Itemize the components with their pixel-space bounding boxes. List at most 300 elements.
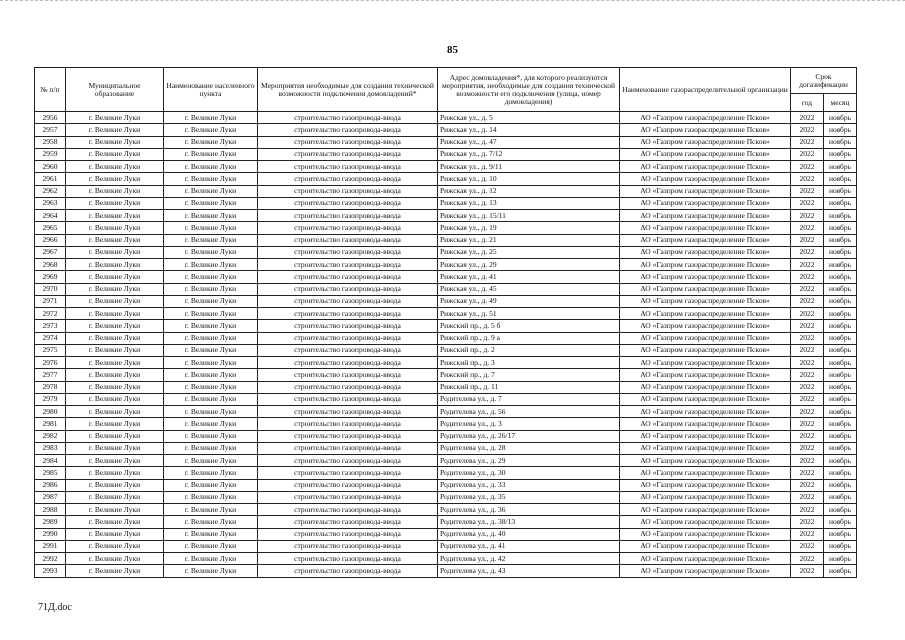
cell-year: 2022 (791, 295, 824, 307)
cell-num: 2972 (35, 308, 66, 320)
cell-org: АО «Газпром газораспределение Псков» (620, 112, 791, 124)
cell-org: АО «Газпром газораспределение Псков» (620, 222, 791, 234)
cell-address: Родителева ул., д. 42 (438, 553, 620, 565)
cell-org: АО «Газпром газораспределение Псков» (620, 418, 791, 430)
cell-measures: строительство газопровода-ввода (258, 540, 438, 552)
cell-num: 2963 (35, 197, 66, 209)
table-row (35, 406, 857, 418)
cell-month: ноябрь (824, 393, 857, 405)
table-row (35, 344, 857, 356)
header-settlement: Наименование населенного пункта (164, 68, 258, 112)
table-row (35, 136, 857, 148)
cell-num: 2983 (35, 442, 66, 454)
cell-municipal: г. Великие Луки (66, 271, 164, 283)
cell-settlement: г. Великие Луки (164, 381, 258, 393)
cell-num: 2974 (35, 332, 66, 344)
table-row (35, 442, 857, 454)
document-filename: 71Д.doc (38, 602, 72, 613)
cell-year: 2022 (791, 479, 824, 491)
table-row (35, 210, 857, 222)
table-row (35, 295, 857, 307)
cell-address: Рижская ул., д. 14 (438, 124, 620, 136)
cell-municipal: г. Великие Луки (66, 540, 164, 552)
header-org: Наименование газораспределительной организации (620, 68, 791, 112)
cell-address: Родителева ул., д. 43 (438, 565, 620, 577)
gasification-table (34, 67, 857, 578)
cell-municipal: г. Великие Луки (66, 234, 164, 246)
cell-num: 2990 (35, 528, 66, 540)
cell-address: Родителева ул., д. 29 (438, 455, 620, 467)
cell-measures: строительство газопровода-ввода (258, 553, 438, 565)
cell-address: Рижская ул., д. 25 (438, 246, 620, 258)
cell-month: ноябрь (824, 124, 857, 136)
cell-measures: строительство газопровода-ввода (258, 393, 438, 405)
cell-org: АО «Газпром газораспределение Псков» (620, 516, 791, 528)
cell-municipal: г. Великие Луки (66, 320, 164, 332)
cell-measures: строительство газопровода-ввода (258, 161, 438, 173)
table-row (35, 112, 857, 124)
cell-num: 2991 (35, 540, 66, 552)
table-row (35, 320, 857, 332)
cell-settlement: г. Великие Луки (164, 442, 258, 454)
cell-org: АО «Газпром газораспределение Псков» (620, 283, 791, 295)
table-row (35, 553, 857, 565)
cell-municipal: г. Великие Луки (66, 418, 164, 430)
cell-settlement: г. Великие Луки (164, 197, 258, 209)
cell-month: ноябрь (824, 222, 857, 234)
cell-num: 2979 (35, 393, 66, 405)
cell-year: 2022 (791, 565, 824, 577)
cell-org: АО «Газпром газораспределение Псков» (620, 369, 791, 381)
cell-year: 2022 (791, 369, 824, 381)
cell-settlement: г. Великие Луки (164, 516, 258, 528)
table-header (35, 68, 857, 112)
table-row (35, 430, 857, 442)
cell-measures: строительство газопровода-ввода (258, 528, 438, 540)
table-row (35, 197, 857, 209)
cell-settlement: г. Великие Луки (164, 173, 258, 185)
table-row (35, 246, 857, 258)
cell-municipal: г. Великие Луки (66, 136, 164, 148)
cell-org: АО «Газпром газораспределение Псков» (620, 197, 791, 209)
cell-num: 2986 (35, 479, 66, 491)
cell-year: 2022 (791, 406, 824, 418)
table-row (35, 540, 857, 552)
cell-org: АО «Газпром газораспределение Псков» (620, 173, 791, 185)
cell-address: Рижская ул., д. 12 (438, 185, 620, 197)
cell-measures: строительство газопровода-ввода (258, 197, 438, 209)
cell-settlement: г. Великие Луки (164, 210, 258, 222)
cell-num: 2966 (35, 234, 66, 246)
cell-num: 2968 (35, 259, 66, 271)
cell-settlement: г. Великие Луки (164, 246, 258, 258)
cell-month: ноябрь (824, 553, 857, 565)
cell-settlement: г. Великие Луки (164, 528, 258, 540)
table-row (35, 234, 857, 246)
cell-municipal: г. Великие Луки (66, 442, 164, 454)
cell-settlement: г. Великие Луки (164, 271, 258, 283)
cell-settlement: г. Великие Луки (164, 357, 258, 369)
cell-settlement: г. Великие Луки (164, 491, 258, 503)
cell-address: Родителева ул., д. 26/17 (438, 430, 620, 442)
cell-org: АО «Газпром газораспределение Псков» (620, 185, 791, 197)
cell-settlement: г. Великие Луки (164, 369, 258, 381)
cell-org: АО «Газпром газораспределение Псков» (620, 430, 791, 442)
cell-municipal: г. Великие Луки (66, 259, 164, 271)
cell-month: ноябрь (824, 418, 857, 430)
cell-municipal: г. Великие Луки (66, 210, 164, 222)
table-row (35, 161, 857, 173)
cell-address: Родителева ул., д. 56 (438, 406, 620, 418)
cell-org: АО «Газпром газораспределение Псков» (620, 357, 791, 369)
cell-num: 2962 (35, 185, 66, 197)
table-row (35, 516, 857, 528)
cell-settlement: г. Великие Луки (164, 161, 258, 173)
cell-measures: строительство газопровода-ввода (258, 332, 438, 344)
cell-municipal: г. Великие Луки (66, 491, 164, 503)
cell-org: АО «Газпром газораспределение Псков» (620, 491, 791, 503)
header-num: № п/п (35, 68, 66, 112)
cell-month: ноябрь (824, 528, 857, 540)
cell-month: ноябрь (824, 210, 857, 222)
cell-month: ноябрь (824, 540, 857, 552)
cell-month: ноябрь (824, 148, 857, 160)
cell-municipal: г. Великие Луки (66, 161, 164, 173)
cell-measures: строительство газопровода-ввода (258, 210, 438, 222)
cell-address: Родителева ул., д. 3 (438, 418, 620, 430)
cell-municipal: г. Великие Луки (66, 393, 164, 405)
cell-address: Родителева ул., д. 41 (438, 540, 620, 552)
cell-year: 2022 (791, 393, 824, 405)
cell-measures: строительство газопровода-ввода (258, 430, 438, 442)
page-number: 85 (447, 44, 458, 56)
cell-year: 2022 (791, 381, 824, 393)
cell-address: Родителева ул., д. 36 (438, 504, 620, 516)
cell-year: 2022 (791, 491, 824, 503)
cell-address: Рижская ул., д. 41 (438, 271, 620, 283)
cell-address: Рижская ул., д. 15/11 (438, 210, 620, 222)
cell-municipal: г. Великие Луки (66, 528, 164, 540)
cell-settlement: г. Великие Луки (164, 185, 258, 197)
cell-address: Рижский пр., д. 5 б (438, 320, 620, 332)
cell-year: 2022 (791, 234, 824, 246)
cell-org: АО «Газпром газораспределение Псков» (620, 234, 791, 246)
cell-year: 2022 (791, 308, 824, 320)
cell-settlement: г. Великие Луки (164, 259, 258, 271)
cell-municipal: г. Великие Луки (66, 197, 164, 209)
cell-address: Рижская ул., д. 45 (438, 283, 620, 295)
cell-org: АО «Газпром газораспределение Псков» (620, 136, 791, 148)
cell-num: 2980 (35, 406, 66, 418)
cell-measures: строительство газопровода-ввода (258, 442, 438, 454)
table-row (35, 283, 857, 295)
cell-address: Рижский пр., д. 3 (438, 357, 620, 369)
cell-num: 2984 (35, 455, 66, 467)
cell-num: 2977 (35, 369, 66, 381)
cell-month: ноябрь (824, 112, 857, 124)
cell-month: ноябрь (824, 381, 857, 393)
cell-municipal: г. Великие Луки (66, 479, 164, 491)
cell-org: АО «Газпром газораспределение Псков» (620, 467, 791, 479)
cell-num: 2988 (35, 504, 66, 516)
cell-month: ноябрь (824, 369, 857, 381)
cell-num: 2958 (35, 136, 66, 148)
cell-measures: строительство газопровода-ввода (258, 491, 438, 503)
cell-settlement: г. Великие Луки (164, 222, 258, 234)
cell-year: 2022 (791, 197, 824, 209)
cell-num: 2961 (35, 173, 66, 185)
cell-month: ноябрь (824, 430, 857, 442)
header-year: год (791, 94, 824, 112)
table-row (35, 259, 857, 271)
table-row (35, 369, 857, 381)
cell-month: ноябрь (824, 173, 857, 185)
cell-municipal: г. Великие Луки (66, 430, 164, 442)
table-row (35, 455, 857, 467)
cell-measures: строительство газопровода-ввода (258, 418, 438, 430)
cell-org: АО «Газпром газораспределение Псков» (620, 320, 791, 332)
cell-num: 2987 (35, 491, 66, 503)
cell-measures: строительство газопровода-ввода (258, 246, 438, 258)
cell-org: АО «Газпром газораспределение Псков» (620, 504, 791, 516)
cell-year: 2022 (791, 467, 824, 479)
cell-settlement: г. Великие Луки (164, 234, 258, 246)
cell-measures: строительство газопровода-ввода (258, 112, 438, 124)
cell-settlement: г. Великие Луки (164, 406, 258, 418)
cell-settlement: г. Великие Луки (164, 430, 258, 442)
cell-month: ноябрь (824, 442, 857, 454)
cell-org: АО «Газпром газораспределение Псков» (620, 406, 791, 418)
cell-month: ноябрь (824, 491, 857, 503)
cell-settlement: г. Великие Луки (164, 540, 258, 552)
cell-month: ноябрь (824, 344, 857, 356)
table-row (35, 124, 857, 136)
cell-municipal: г. Великие Луки (66, 222, 164, 234)
cell-settlement: г. Великие Луки (164, 455, 258, 467)
cell-year: 2022 (791, 455, 824, 467)
cell-address: Родителева ул., д. 30 (438, 467, 620, 479)
cell-settlement: г. Великие Луки (164, 320, 258, 332)
cell-month: ноябрь (824, 161, 857, 173)
cell-address: Родителева ул., д. 28 (438, 442, 620, 454)
cell-municipal: г. Великие Луки (66, 148, 164, 160)
cell-month: ноябрь (824, 136, 857, 148)
cell-measures: строительство газопровода-ввода (258, 467, 438, 479)
cell-measures: строительство газопровода-ввода (258, 357, 438, 369)
cell-measures: строительство газопровода-ввода (258, 124, 438, 136)
header-month: месяц (824, 94, 857, 112)
cell-num: 2993 (35, 565, 66, 577)
cell-address: Родителева ул., д. 40 (438, 528, 620, 540)
table-row (35, 393, 857, 405)
cell-year: 2022 (791, 259, 824, 271)
cell-num: 2964 (35, 210, 66, 222)
table-row (35, 381, 857, 393)
cell-org: АО «Газпром газораспределение Псков» (620, 259, 791, 271)
cell-org: АО «Газпром газораспределение Псков» (620, 553, 791, 565)
table-row (35, 528, 857, 540)
table-row (35, 357, 857, 369)
scan-edge (0, 0, 905, 3)
cell-org: АО «Газпром газораспределение Псков» (620, 124, 791, 136)
table-row (35, 271, 857, 283)
table-row (35, 148, 857, 160)
cell-measures: строительство газопровода-ввода (258, 479, 438, 491)
cell-num: 2969 (35, 271, 66, 283)
cell-year: 2022 (791, 357, 824, 369)
cell-org: АО «Газпром газораспределение Псков» (620, 210, 791, 222)
cell-year: 2022 (791, 320, 824, 332)
cell-year: 2022 (791, 430, 824, 442)
cell-measures: строительство газопровода-ввода (258, 504, 438, 516)
cell-address: Рижская ул., д. 51 (438, 308, 620, 320)
cell-address: Рижский пр., д. 2 (438, 344, 620, 356)
cell-municipal: г. Великие Луки (66, 553, 164, 565)
cell-num: 2978 (35, 381, 66, 393)
cell-num: 2985 (35, 467, 66, 479)
cell-municipal: г. Великие Луки (66, 283, 164, 295)
table-row (35, 332, 857, 344)
cell-municipal: г. Великие Луки (66, 357, 164, 369)
cell-month: ноябрь (824, 283, 857, 295)
table-row (35, 504, 857, 516)
cell-month: ноябрь (824, 332, 857, 344)
cell-municipal: г. Великие Луки (66, 455, 164, 467)
cell-org: АО «Газпром газораспределение Псков» (620, 271, 791, 283)
cell-org: АО «Газпром газораспределение Псков» (620, 332, 791, 344)
cell-year: 2022 (791, 112, 824, 124)
cell-measures: строительство газопровода-ввода (258, 455, 438, 467)
cell-municipal: г. Великие Луки (66, 246, 164, 258)
cell-month: ноябрь (824, 504, 857, 516)
cell-settlement: г. Великие Луки (164, 332, 258, 344)
cell-measures: строительство газопровода-ввода (258, 259, 438, 271)
cell-org: АО «Газпром газораспределение Псков» (620, 479, 791, 491)
cell-measures: строительство газопровода-ввода (258, 185, 438, 197)
cell-address: Родителева ул., д. 38/13 (438, 516, 620, 528)
cell-num: 2976 (35, 357, 66, 369)
cell-month: ноябрь (824, 271, 857, 283)
cell-year: 2022 (791, 418, 824, 430)
cell-num: 2956 (35, 112, 66, 124)
cell-num: 2982 (35, 430, 66, 442)
cell-measures: строительство газопровода-ввода (258, 283, 438, 295)
table-row (35, 479, 857, 491)
cell-address: Родителева ул., д. 35 (438, 491, 620, 503)
table-body (35, 112, 857, 578)
table-row (35, 173, 857, 185)
cell-measures: строительство газопровода-ввода (258, 320, 438, 332)
cell-org: АО «Газпром газораспределение Псков» (620, 246, 791, 258)
cell-settlement: г. Великие Луки (164, 479, 258, 491)
cell-settlement: г. Великие Луки (164, 308, 258, 320)
cell-org: АО «Газпром газораспределение Псков» (620, 381, 791, 393)
cell-address: Рижский пр., д. 11 (438, 381, 620, 393)
cell-settlement: г. Великие Луки (164, 283, 258, 295)
cell-year: 2022 (791, 540, 824, 552)
table-row (35, 308, 857, 320)
cell-settlement: г. Великие Луки (164, 393, 258, 405)
cell-year: 2022 (791, 553, 824, 565)
cell-org: АО «Газпром газораспределение Псков» (620, 344, 791, 356)
cell-measures: строительство газопровода-ввода (258, 406, 438, 418)
cell-month: ноябрь (824, 406, 857, 418)
cell-month: ноябрь (824, 246, 857, 258)
cell-municipal: г. Великие Луки (66, 516, 164, 528)
cell-municipal: г. Великие Луки (66, 124, 164, 136)
cell-num: 2970 (35, 283, 66, 295)
cell-num: 2971 (35, 295, 66, 307)
cell-num: 2992 (35, 553, 66, 565)
cell-settlement: г. Великие Луки (164, 565, 258, 577)
header-address: Адрес домовладения*, для которого реализуются мероприятия, необходимые для создания технической возможности его подключения (улица, номер домовладения) (438, 68, 620, 112)
cell-measures: строительство газопровода-ввода (258, 271, 438, 283)
cell-municipal: г. Великие Луки (66, 308, 164, 320)
cell-municipal: г. Великие Луки (66, 173, 164, 185)
cell-measures: строительство газопровода-ввода (258, 295, 438, 307)
cell-month: ноябрь (824, 455, 857, 467)
cell-settlement: г. Великие Луки (164, 467, 258, 479)
cell-settlement: г. Великие Луки (164, 148, 258, 160)
table-row (35, 467, 857, 479)
cell-org: АО «Газпром газораспределение Псков» (620, 148, 791, 160)
cell-settlement: г. Великие Луки (164, 295, 258, 307)
cell-municipal: г. Великие Луки (66, 565, 164, 577)
cell-address: Рижская ул., д. 21 (438, 234, 620, 246)
cell-num: 2973 (35, 320, 66, 332)
cell-measures: строительство газопровода-ввода (258, 369, 438, 381)
cell-month: ноябрь (824, 295, 857, 307)
cell-municipal: г. Великие Луки (66, 369, 164, 381)
cell-year: 2022 (791, 210, 824, 222)
cell-settlement: г. Великие Луки (164, 136, 258, 148)
cell-address: Родителева ул., д. 7 (438, 393, 620, 405)
cell-org: АО «Газпром газораспределение Псков» (620, 540, 791, 552)
cell-year: 2022 (791, 442, 824, 454)
cell-org: АО «Газпром газораспределение Псков» (620, 565, 791, 577)
cell-org: АО «Газпром газораспределение Псков» (620, 442, 791, 454)
cell-month: ноябрь (824, 234, 857, 246)
cell-municipal: г. Великие Луки (66, 332, 164, 344)
cell-num: 2981 (35, 418, 66, 430)
cell-org: АО «Газпром газораспределение Псков» (620, 528, 791, 540)
cell-org: АО «Газпром газораспределение Псков» (620, 295, 791, 307)
cell-month: ноябрь (824, 565, 857, 577)
cell-municipal: г. Великие Луки (66, 467, 164, 479)
cell-year: 2022 (791, 185, 824, 197)
cell-month: ноябрь (824, 197, 857, 209)
cell-settlement: г. Великие Луки (164, 124, 258, 136)
cell-org: АО «Газпром газораспределение Псков» (620, 308, 791, 320)
cell-num: 2957 (35, 124, 66, 136)
cell-measures: строительство газопровода-ввода (258, 516, 438, 528)
cell-num: 2975 (35, 344, 66, 356)
table-row (35, 418, 857, 430)
cell-num: 2960 (35, 161, 66, 173)
cell-municipal: г. Великие Луки (66, 112, 164, 124)
cell-address: Рижская ул., д. 29 (438, 259, 620, 271)
cell-month: ноябрь (824, 479, 857, 491)
cell-address: Рижская ул., д. 7/12 (438, 148, 620, 160)
cell-address: Рижская ул., д. 9/11 (438, 161, 620, 173)
cell-municipal: г. Великие Луки (66, 185, 164, 197)
cell-measures: строительство газопровода-ввода (258, 344, 438, 356)
cell-measures: строительство газопровода-ввода (258, 222, 438, 234)
cell-address: Рижская ул., д. 5 (438, 112, 620, 124)
table-row (35, 565, 857, 577)
cell-address: Рижский пр., д. 9 а (438, 332, 620, 344)
cell-month: ноябрь (824, 516, 857, 528)
